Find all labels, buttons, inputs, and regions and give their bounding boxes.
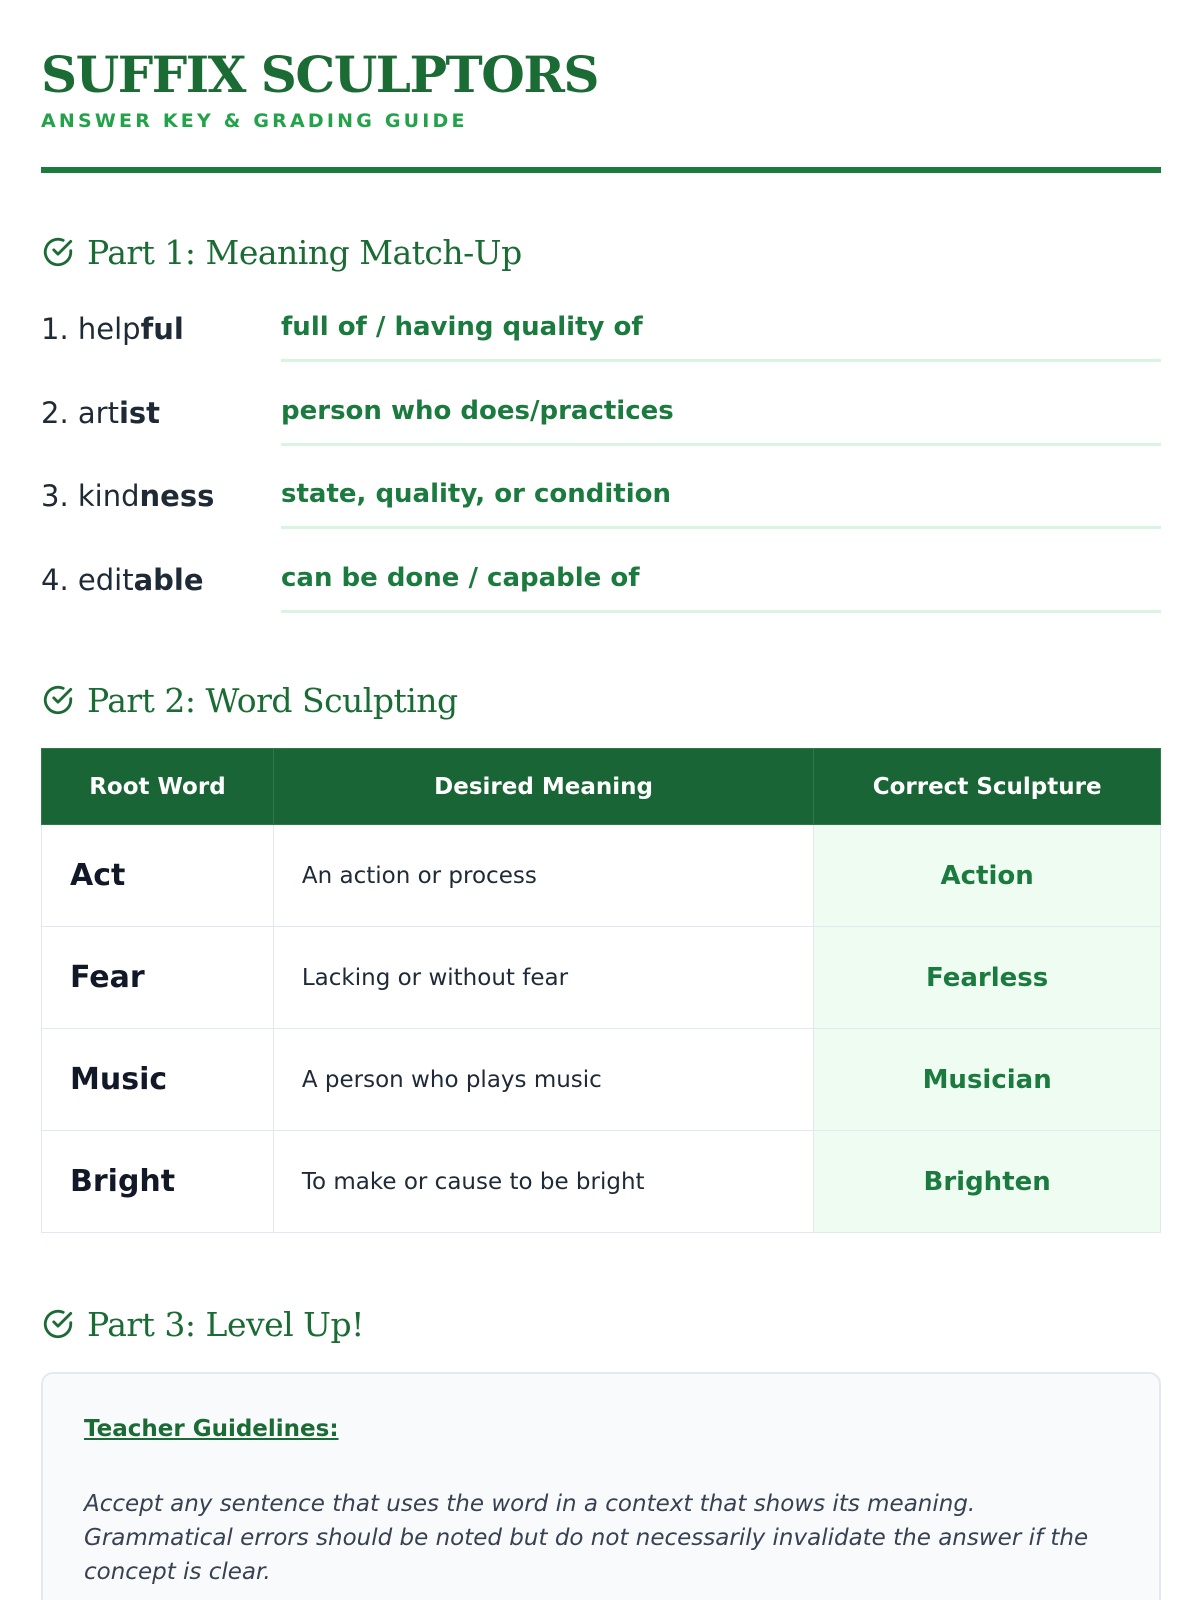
check-circle-icon <box>41 683 75 717</box>
root-word-cell: Music <box>42 1029 274 1131</box>
match-row <box>41 294 1161 362</box>
meaning-cell: Lacking or without fear <box>273 927 813 1029</box>
match-answer: full of / having quality of <box>281 294 1161 362</box>
column-header-root-word: Root Word <box>42 749 274 825</box>
column-header-desired-meaning: Desired Meaning <box>273 749 813 825</box>
meaning-cell: A person who plays music <box>273 1029 813 1131</box>
match-term: 3. kindness <box>41 479 215 513</box>
table-row <box>42 927 1161 1029</box>
page-title: SUFFIX SCULPTORS <box>41 45 598 104</box>
match-row <box>41 461 1161 529</box>
table-row <box>42 1131 1161 1233</box>
root-word-cell: Fear <box>42 927 274 1029</box>
answer-cell: Brighten <box>814 1131 1161 1233</box>
part3-title: Part 3: Level Up! <box>87 1304 364 1344</box>
guidelines-heading: Teacher Guidelines: <box>84 1416 339 1442</box>
part1-title: Part 1: Meaning Match-Up <box>87 232 522 272</box>
match-term: 4. editable <box>41 563 204 597</box>
suffix-highlight: ful <box>140 312 184 346</box>
table-row <box>42 825 1161 927</box>
match-row <box>41 545 1161 613</box>
match-term: 2. artist <box>41 396 161 430</box>
match-row <box>41 378 1161 446</box>
table-header-row <box>42 749 1161 825</box>
check-circle-icon <box>41 1307 75 1341</box>
check-circle-icon <box>41 235 75 269</box>
teacher-guidelines-box <box>41 1372 1161 1600</box>
table-row <box>42 1029 1161 1131</box>
answer-cell: Fearless <box>814 927 1161 1029</box>
page-subtitle: ANSWER KEY & GRADING GUIDE <box>41 110 468 132</box>
part3-heading <box>41 1302 364 1346</box>
root-word-cell: Bright <box>42 1131 274 1233</box>
word-sculpting-table <box>41 748 1161 1233</box>
part1-heading <box>41 230 522 274</box>
meaning-cell: An action or process <box>273 825 813 927</box>
answer-cell: Musician <box>814 1029 1161 1131</box>
suffix-highlight: able <box>133 563 204 597</box>
part2-heading <box>41 678 458 722</box>
column-header-correct-sculpture: Correct Sculpture <box>814 749 1161 825</box>
meaning-cell: To make or cause to be bright <box>273 1131 813 1233</box>
suffix-highlight: ness <box>139 479 215 513</box>
answer-cell: Action <box>814 825 1161 927</box>
match-term: 1. helpful <box>41 312 184 346</box>
root-word-cell: Act <box>42 825 274 927</box>
guidelines-text: Accept any sentence that uses the word in a context that shows its meaning. Grammatical errors should be noted but do not necessarily invalidate the answer if the concept is clear. <box>84 1491 1089 1585</box>
match-answer: person who does/practices <box>281 378 1161 446</box>
match-answer: state, quality, or condition <box>281 461 1161 529</box>
match-answer: can be done / capable of <box>281 545 1161 613</box>
part2-title: Part 2: Word Sculpting <box>87 680 458 720</box>
suffix-highlight: ist <box>118 396 161 430</box>
header-divider <box>41 167 1161 173</box>
